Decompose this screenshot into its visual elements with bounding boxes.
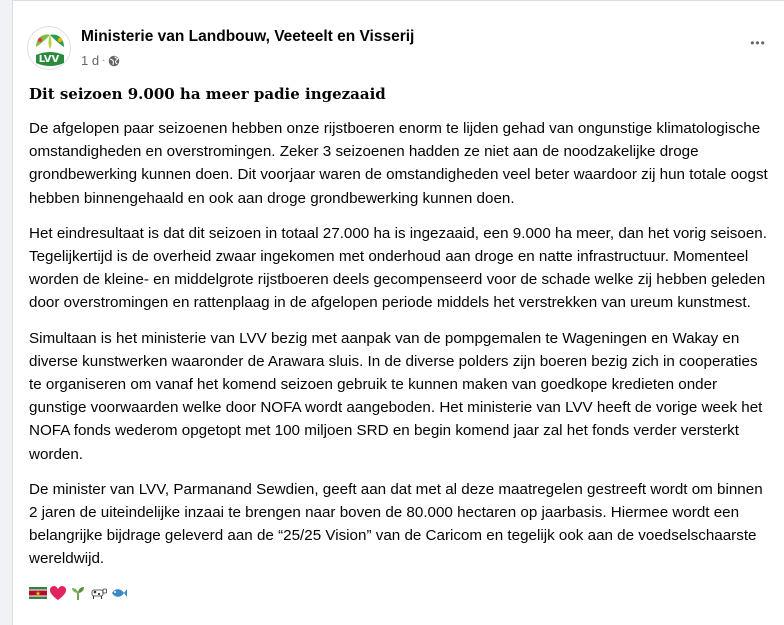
red-heart-icon (49, 585, 67, 601)
post-meta (81, 53, 120, 68)
globe-icon[interactable] (108, 55, 120, 67)
post-paragraph-3: Simultaan is het ministerie van LVV bezig met aanpak van de pompgemalen te Wageningen en Wakay en diverse kunstwerken waaronder de Arawara sluis. In de diverse polders zijn boeren bezig zich in cooperaties te organiseren om vanaf het komend seizoen gebruik te kunnen maken van goedkope kredieten onder gunstige voorwaarden welke door NOFA wordt aangeboden. Het ministerie van LVV heeft de vorige week het NOFA fonds wederom opgetopt met 100 miljoen SRD en begin komend jaar zal het fonds verder versterkt worden. (29, 329, 763, 463)
post-paragraph-4: De minister van LVV, Parmanand Sewdien, geeft aan dat met al deze maatregelen gestreeft wordt om binnen 2 jaren de uiteindelijke inzaai te brengen naar boven de 80.000 hectaren op jaarbasis. Hiermee wordt een belangrijke bijdrage geleverd aan de “25/25 Vision” van de Caricom en tegelijk ook aan de voedselschaarste wereldwijd. (29, 480, 763, 568)
avatar[interactable] (27, 26, 71, 70)
more-options-icon: ••• (750, 36, 766, 50)
post-body (29, 81, 769, 603)
seedling-icon (69, 585, 87, 601)
emoji-row (29, 583, 769, 603)
post-title: Dit seizoen 9.000 ha meer padie ingezaaid (29, 85, 386, 103)
post-timestamp[interactable]: 1 d (81, 53, 100, 68)
post-paragraph-2: Het eindresultaat is dat dit seizoen in totaal 27.000 ha is ingezaaid, een 9.000 ha meer, dan het vorig seisoen. Tegelijkertijd is de overheid zwaar ingekomen met onderhoud aan droge en natte infrastructuur. Momenteel worden de kleine- en middelgrote rijstboeren deels gecompenseerd voor de schade welke zij hebben geleden door overstromingen en rattenplaag in de afgelopen periode middels het verstrekken van ureum kunstmest. (29, 224, 767, 312)
flag-suriname-icon (29, 585, 47, 601)
cow-icon (89, 585, 107, 601)
fish-icon (109, 585, 127, 601)
page-name-link[interactable]: Ministerie van Landbouw, Veeteelt en Visserij (81, 28, 415, 45)
avatar-label: LVV (38, 54, 60, 65)
post-header (27, 23, 772, 71)
post-paragraph-1: De afgelopen paar seizoenen hebben onze rijstboeren enorm te lijden gehad van ongunstige klimatologische omstandigheden en overstromingen. Zeker 3 seizoenen hadden ze niet aan de noodzakelijke droge grondbewerking kunnen doen. Dit voorjaar waren de omstandigheden veel beter waardoor zij hun totale oogst hebben binnengehaald en ook aan droge grondbewerking kunnen doen. (29, 120, 768, 207)
meta-separator: · (102, 55, 106, 66)
more-options-button[interactable] (744, 31, 772, 55)
post-card (12, 0, 784, 625)
